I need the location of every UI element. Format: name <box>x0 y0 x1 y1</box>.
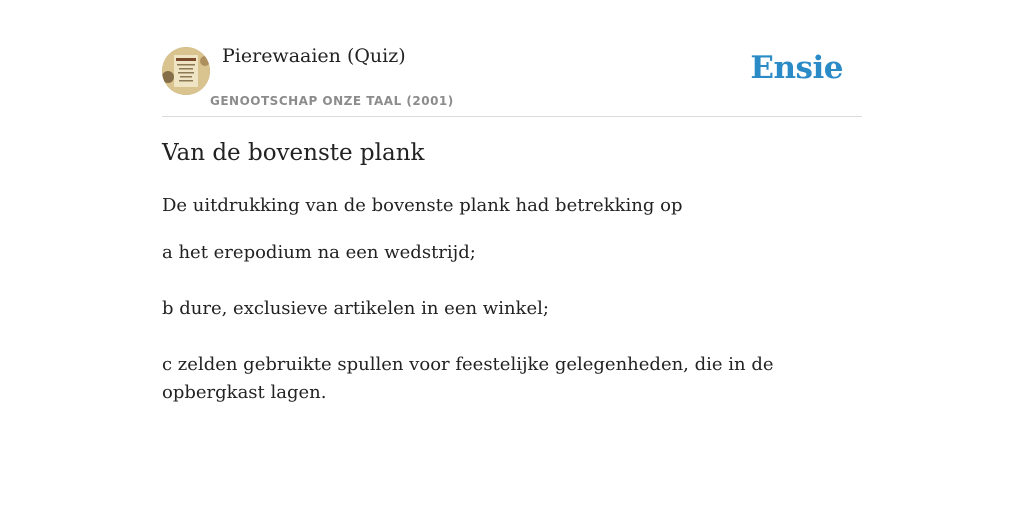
brand-logo-link[interactable]: Ensie <box>750 50 843 86</box>
entry-header <box>162 0 862 117</box>
entry-card <box>162 0 862 512</box>
book-cover-avatar[interactable] <box>162 47 210 95</box>
book-title-link[interactable]: Pierewaaien (Quiz) <box>222 45 406 67</box>
answer-option-b: b dure, exclusieve artikelen in een winkel; <box>162 298 549 319</box>
book-author: GENOOTSCHAP ONZE TAAL (2001) <box>210 94 454 108</box>
entry-title: Van de bovenste plank <box>162 140 425 166</box>
book-cover-thumbnail-icon <box>162 47 210 95</box>
answer-option-c: c zelden gebruikte spullen voor feestelijke gelegenheden, die in de opbergkast lagen. <box>162 354 774 403</box>
answer-option-a: a het erepodium na een wedstrijd; <box>162 242 476 263</box>
entry-intro: De uitdrukking van de bovenste plank had betrekking op <box>162 195 683 216</box>
